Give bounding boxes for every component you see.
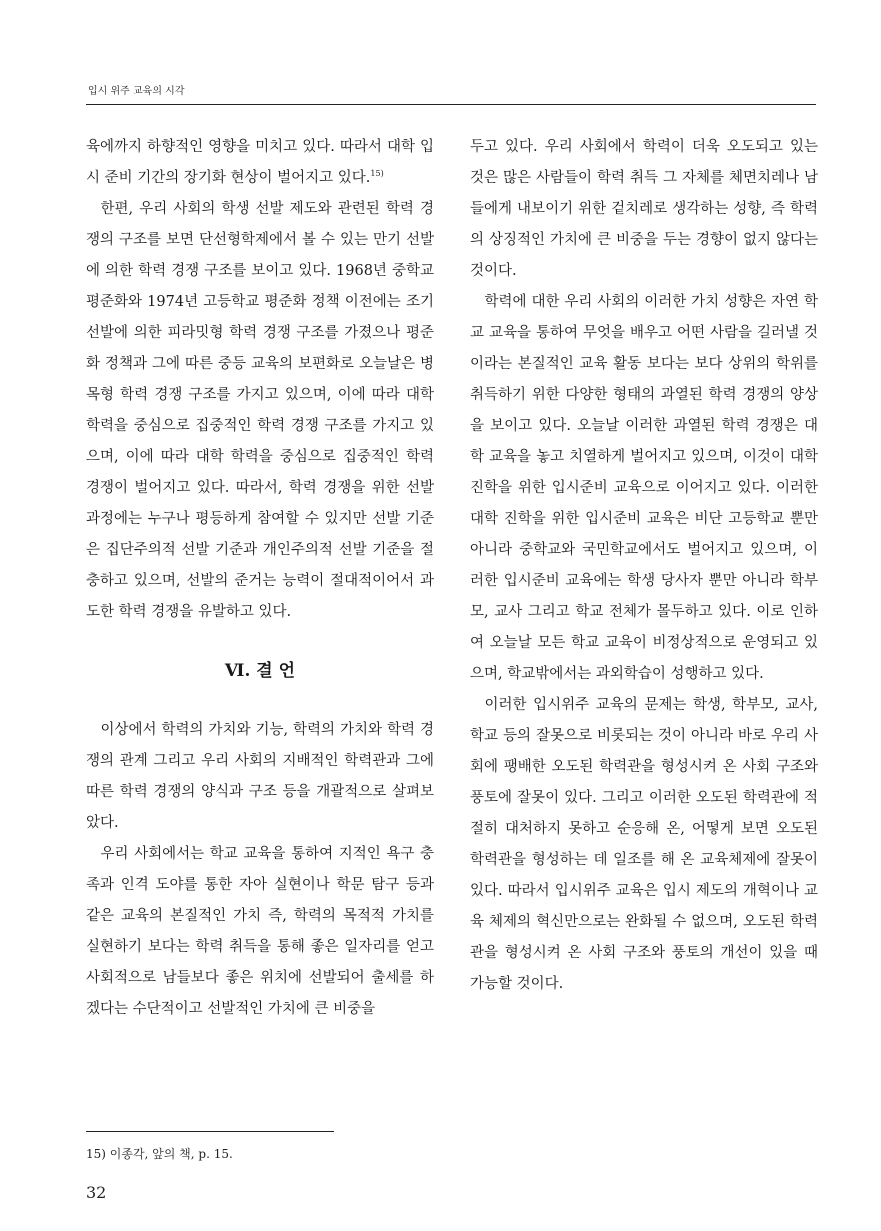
- header-rule: [86, 104, 816, 105]
- paragraph: 한편, 우리 사회의 학생 선발 제도와 관련된 학력 경쟁의 구조를 보면 단선형학제에서 볼 수 있는 만기 선발에 의한 학력 경쟁 구조를 보이고 있다. 1968년 중학교 평준화와 1974년 고등학교 평준화 정책 이전에는 조기 선발에 의한 피라밋형 학력 경쟁 구조를 가졌으나 평준화 정책과 그에 따른 중등 교육의 보편화로 오늘날은 병목형 학력 경쟁 구조를 가지고 있으며, 이에 따라 대학 학력을 중심으로 집중적인 학력 경쟁 구조를 가지고 있으며, 이에 따라 대학 학력을 중심으로 집중적인 학력 경쟁이 벌어지고 있다. 따라서, 학력 경쟁을 위한 선발 과정에는 누구나 평등하게 참여할 수 있지만 선발 기준은 집단주의적 선발 기준과 개인주의적 선발 기준을 절충하고 있으며, 선발의 준거는 능력이 절대적이어서 과도한 학력 경쟁을 유발하고 있다.: [86, 201, 434, 620]
- paragraph-text: 육에까지 하향적인 영향을 미치고 있다. 따라서 대학 입시 준비 기간의 장기화 현상이 벌어지고 있다.: [86, 139, 434, 186]
- paragraph-continued: 두고 있다. 우리 사회에서 학력이 더욱 오도되고 있는 것은 많은 사람들이 학력 취득 그 자체를 체면치레나 남들에게 내보이기 위한 겉치레로 생각하는 성향, 즉 학력의 상징적인 가치에 큰 비중을 두는 경향이 없지 않다는 것이다.: [470, 139, 818, 279]
- paragraph: 이러한 입시위주 교육의 문제는 학생, 학부모, 교사, 학교 등의 잘못으로 비롯되는 것이 아니라 바로 우리 사회에 팽배한 오도된 학력관을 형성시켜 온 사회 구조와 풍토에 잘못이 있다. 그리고 이러한 오도된 학력관에 적절히 대처하지 못하고 순응해 온, 어떻게 보면 오도된 학력관을 형성하는 데 일조를 해 온 교육체제에 잘못이 있다. 따라서 입시위주 교육은 입시 제도의 개혁이나 교육 체제의 혁신만으로는 완화될 수 없으며, 오도된 학력관을 형성시켜 온 사회 구조와 풍토의 개선이 있을 때 가능할 것이다.: [470, 697, 818, 992]
- footnote-rule: [86, 1131, 334, 1132]
- right-column: [470, 132, 818, 1000]
- paragraph: 우리 사회에서는 학교 교육을 통하여 지적인 욕구 충족과 인격 도야를 통한 자아 실현이나 학문 탐구 등과 같은 교육의 본질적인 가치 즉, 학력의 목적적 가치를 실현하기 보다는 학력 취득을 통해 좋은 일자리를 얻고 사회적으로 남들보다 좋은 위치에 선발되어 출세를 하겠다는 수단적이고 선발적인 가치에 큰 비중을: [86, 846, 434, 1017]
- page-number: 32: [86, 1183, 107, 1202]
- paragraph: 학력에 대한 우리 사회의 이러한 가치 성향은 자연 학교 교육을 통하여 무엇을 배우고 어떤 사람을 길러낼 것이라는 본질적인 교육 활동 보다는 보다 상위의 학위를 취득하기 위한 다양한 형태의 과열된 학력 경쟁의 양상을 보이고 있다. 오늘날 이러한 과열된 학력 경쟁은 대학 교육을 놓고 치열하게 벌어지고 있으며, 이것이 대학 진학을 위한 입시준비 교육으로 이어지고 있다. 이러한 대학 진학을 위한 입시준비 교육은 비단 고등학교 뿐만 아니라 중학교와 국민학교에서도 벌어지고 있으며, 이러한 입시준비 교육에는 학생 당사자 뿐만 아니라 학부모, 교사 그리고 학교 전체가 몰두하고 있다. 이로 인하여 오늘날 모든 학교 교육이 비정상적으로 운영되고 있으며, 학교밖에서는 과외학습이 성행하고 있다.: [470, 294, 818, 682]
- footnote: 15) 이종각, 앞의 책, p. 15.: [86, 1147, 233, 1161]
- footnote-reference: 15): [370, 169, 384, 179]
- section-heading: Ⅵ. 결 언: [224, 661, 296, 681]
- paragraph: 이상에서 학력의 가치와 기능, 학력의 가치와 학력 경쟁의 관계 그리고 우리 사회의 지배적인 학력관과 그에 따른 학력 경쟁의 양식과 구조 등을 개괄적으로 살펴보았다.: [86, 722, 434, 831]
- paragraph-continued: [86, 132, 434, 194]
- running-header: 입시 위주 교육의 시각: [88, 86, 185, 97]
- left-column: [86, 132, 434, 1025]
